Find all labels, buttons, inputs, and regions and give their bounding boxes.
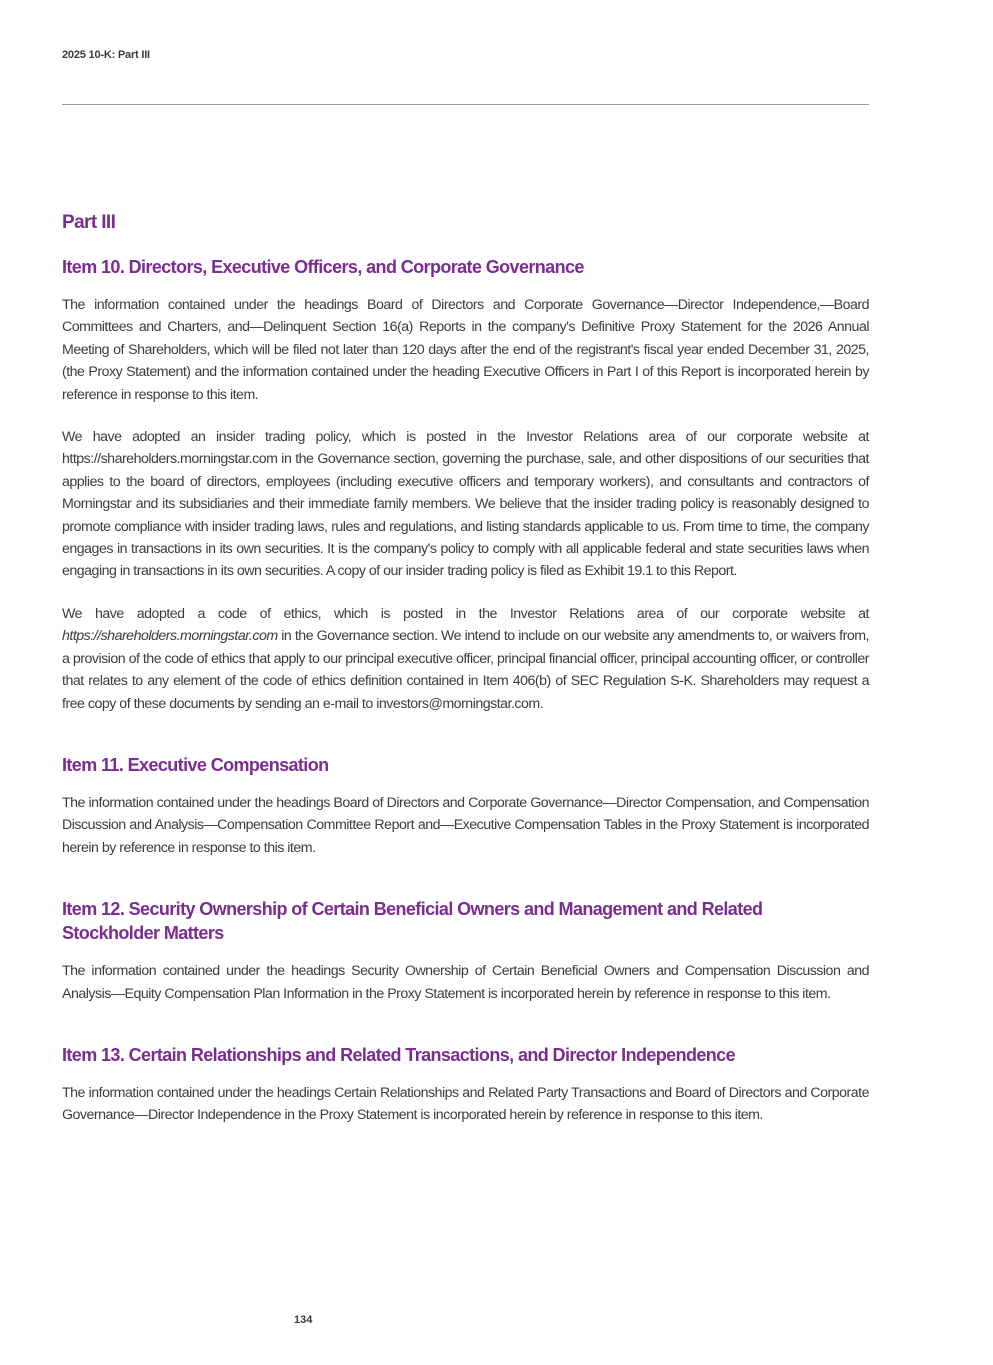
item-10-paragraph-3-intro: We have adopted a code of ethics, which is posted in the Investor Relations area of our corporate website at	[62, 605, 869, 622]
item-13-section	[62, 1043, 869, 1127]
item-10-paragraph-2: We have adopted an insider trading policy, which is posted in the Investor Relations area of our corporate website at https://shareholders.morningstar.com in the Governance section, governing the purchase, sale, and other dispositions of our securities that applies to the board of directors, employees (including executive officers and temporary workers), and consultants and contractors of Morningstar and its subsidiaries and their immediate family members. We believe that the insider trading policy is reasonably designed to promote compliance with insider trading laws, rules and regulations, and listing standards applicable to us. From time to time, the company engages in transactions in its own securities. It is the company's policy to comply with all applicable federal and state securities laws when engaging in transactions in its own securities. A copy of our insider trading policy is filed as Exhibit 19.1 to this Report.	[62, 429, 869, 580]
item-10-paragraph-3	[62, 603, 869, 715]
item-12-heading-line-2: Stockholder Matters	[62, 923, 224, 944]
item-13-paragraph-1: The information contained under the headings Certain Relationships and Related Party Transactions and Board of Directors and Corporate Governance—Director Independence in the Proxy Statement is incorporated herein by reference in response to this item.	[62, 1084, 869, 1124]
item-10-heading: Item 10. Directors, Executive Officers, and Corporate Governance	[62, 257, 584, 277]
running-header: 2025 10-K: Part III	[62, 49, 150, 61]
item-10-paragraph-1: The information contained under the headings Board of Directors and Corporate Governance—Director Independence,—Board Committees and Charters, and—Delinquent Section 16(a) Reports in the company's Definitive Proxy Statement for the 2026 Annual Meeting of Shareholders, which will be filed not later than 120 days after the end of the registrant's fiscal year ended December 31, 2025, (the Proxy Statement) and the information contained under the heading Executive Officers in Part I of this Report is incorporated herein by reference in response to this item.	[62, 297, 869, 403]
shareholders-website-link: https://shareholders.morningstar.com	[62, 628, 278, 645]
item-13-heading: Item 13. Certain Relationships and Related Transactions, and Director Independence	[62, 1044, 735, 1065]
item-11-heading: Item 11. Executive Compensation	[62, 754, 329, 775]
item-11-section	[62, 753, 869, 859]
item-10-section	[62, 255, 869, 715]
page-number: 134	[294, 1314, 313, 1326]
header-divider	[62, 104, 869, 105]
item-10-paragraph-3-rest: in the Governance section. We intend to include on our website any amendments to, or waivers from, a provision of the code of ethics that apply to our principal executive officer, principal financial officer, principal accounting officer, or controller that relates to any element of the code of ethics definition contained in Item 406(b) of SEC Regulation S-K. Shareholders may request a free copy of these documents by sending an e-mail to investors@morningstar.com.	[62, 628, 869, 712]
main-content	[62, 212, 869, 1147]
item-12-heading	[62, 897, 869, 945]
part-title: Part III	[62, 212, 116, 233]
item-12-heading-line-1: Item 12. Security Ownership of Certain Beneficial Owners and Management and Related	[62, 899, 763, 920]
item-11-paragraph-1: The information contained under the headings Board of Directors and Corporate Governance—Director Compensation, and Compensation Discussion and Analysis—Compensation Committee Report and—Executive Compensation Tables in the Proxy Statement is incorporated herein by reference in response to this item.	[62, 794, 869, 856]
item-12-paragraph-1: The information contained under the headings Security Ownership of Certain Beneficial Owners and Compensation Discussion and Analysis—Equity Compensation Plan Information in the Proxy Statement is incorporated herein by reference in response to this item.	[62, 963, 869, 1002]
item-12-section	[62, 897, 869, 1005]
